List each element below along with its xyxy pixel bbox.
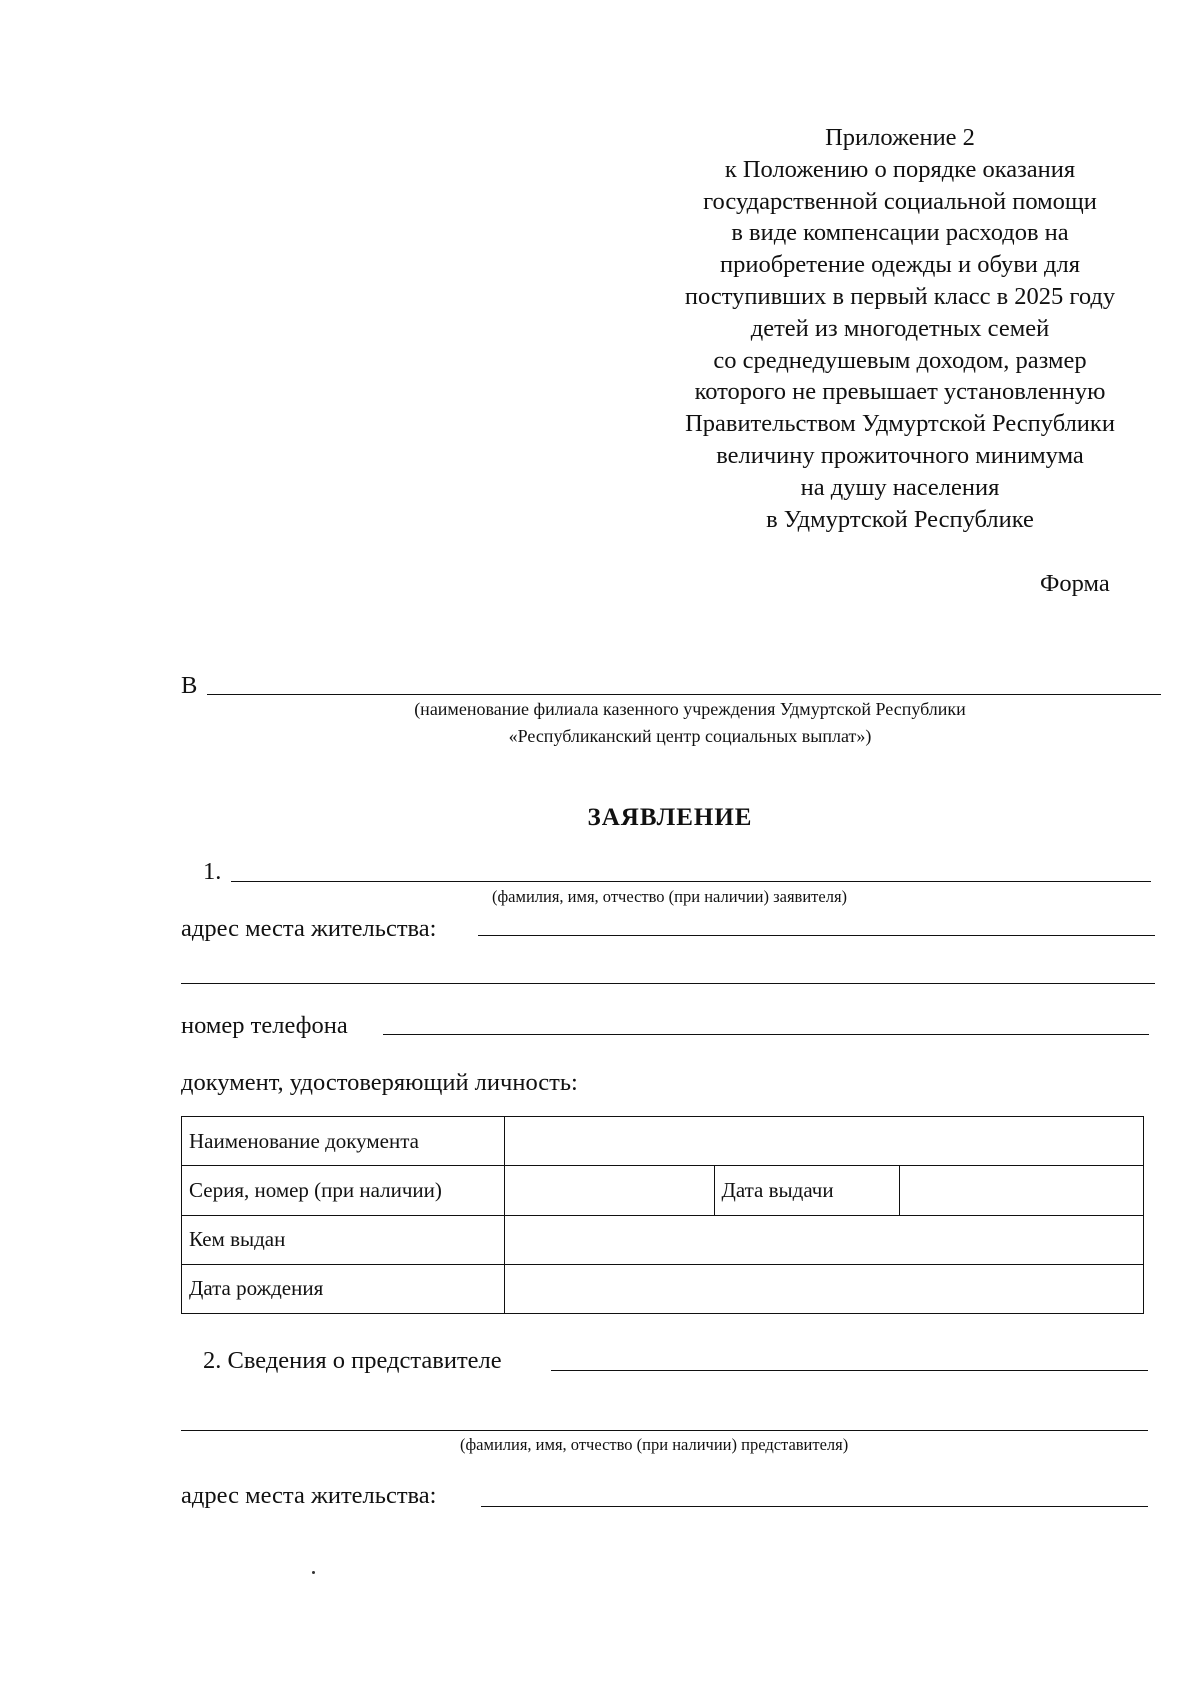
issued-by-label: Кем выдан — [182, 1215, 505, 1264]
appendix-line: величину прожиточного минимума — [716, 441, 1084, 469]
appendix-line: Правительством Удмуртской Республики — [685, 410, 1115, 438]
representative-name-note: (фамилия, имя, отчество (при наличии) представителя) — [460, 1435, 849, 1454]
appendix-line: государственной социальной помощи — [703, 187, 1097, 215]
appendix-line: в Удмуртской Республике — [766, 505, 1034, 533]
appendix-line: Приложение 2 — [825, 124, 975, 151]
phone-label: номер телефона — [181, 1012, 348, 1039]
issue-date-cell[interactable] — [900, 1166, 1144, 1215]
series-number-label: Серия, номер (при наличии) — [182, 1166, 505, 1215]
table-row — [182, 1215, 1144, 1264]
applicant-address-field[interactable] — [478, 935, 1155, 936]
birth-date-cell[interactable] — [504, 1264, 1143, 1313]
appendix-line: которого не превышает установленную — [694, 378, 1106, 406]
applicant-address-label: адрес места жительства: — [181, 915, 437, 942]
recipient-note-line1: (наименование филиала казенного учреждения Удмуртской Республики — [414, 699, 966, 719]
id-document-label: документ, удостоверяющий личность: — [181, 1069, 578, 1096]
appendix-line: детей из многодетных семей — [750, 314, 1050, 342]
applicant-address-field-2[interactable] — [181, 983, 1155, 984]
phone-field[interactable] — [383, 1034, 1149, 1035]
form-label: Форма — [1040, 570, 1110, 597]
issued-by-cell[interactable] — [504, 1215, 1143, 1264]
appendix-line: со среднедушевым доходом, размер — [713, 346, 1087, 374]
appendix-line: к Положению о порядке оказания — [724, 155, 1076, 183]
representative-name-field[interactable] — [181, 1430, 1148, 1431]
recipient-field[interactable] — [207, 694, 1161, 695]
appendix-line: приобретение одежды и обуви для — [719, 251, 1080, 279]
representative-address-field[interactable] — [481, 1506, 1148, 1507]
representative-field[interactable] — [551, 1370, 1148, 1371]
scan-speck — [312, 1571, 315, 1574]
appendix-header — [630, 122, 1170, 535]
birth-date-label: Дата рождения — [182, 1264, 505, 1313]
applicant-name-field[interactable] — [231, 881, 1151, 882]
recipient-prefix: В — [181, 672, 198, 699]
table-row — [182, 1117, 1144, 1166]
issue-date-label: Дата выдачи — [714, 1166, 900, 1215]
recipient-note-line2: «Республиканский центр социальных выплат») — [508, 726, 872, 746]
representative-label: 2. Сведения о представителе — [203, 1347, 502, 1374]
doc-name-cell[interactable] — [504, 1117, 1143, 1166]
section1-number: 1. — [203, 858, 222, 885]
series-number-cell[interactable] — [504, 1166, 714, 1215]
table-row — [182, 1166, 1144, 1215]
page-title: ЗАЯВЛЕНИЕ — [587, 804, 753, 831]
doc-name-label: Наименование документа — [182, 1117, 505, 1166]
representative-address-label: адрес места жительства: — [181, 1482, 437, 1509]
appendix-line: в виде компенсации расходов на — [731, 219, 1069, 247]
applicant-name-note: (фамилия, имя, отчество (при наличии) заявителя) — [492, 887, 848, 906]
appendix-line: поступивших в первый класс в 2025 году — [684, 282, 1116, 310]
id-document-table — [181, 1116, 1144, 1314]
appendix-line: на душу населения — [800, 473, 1000, 501]
table-row — [182, 1264, 1144, 1313]
